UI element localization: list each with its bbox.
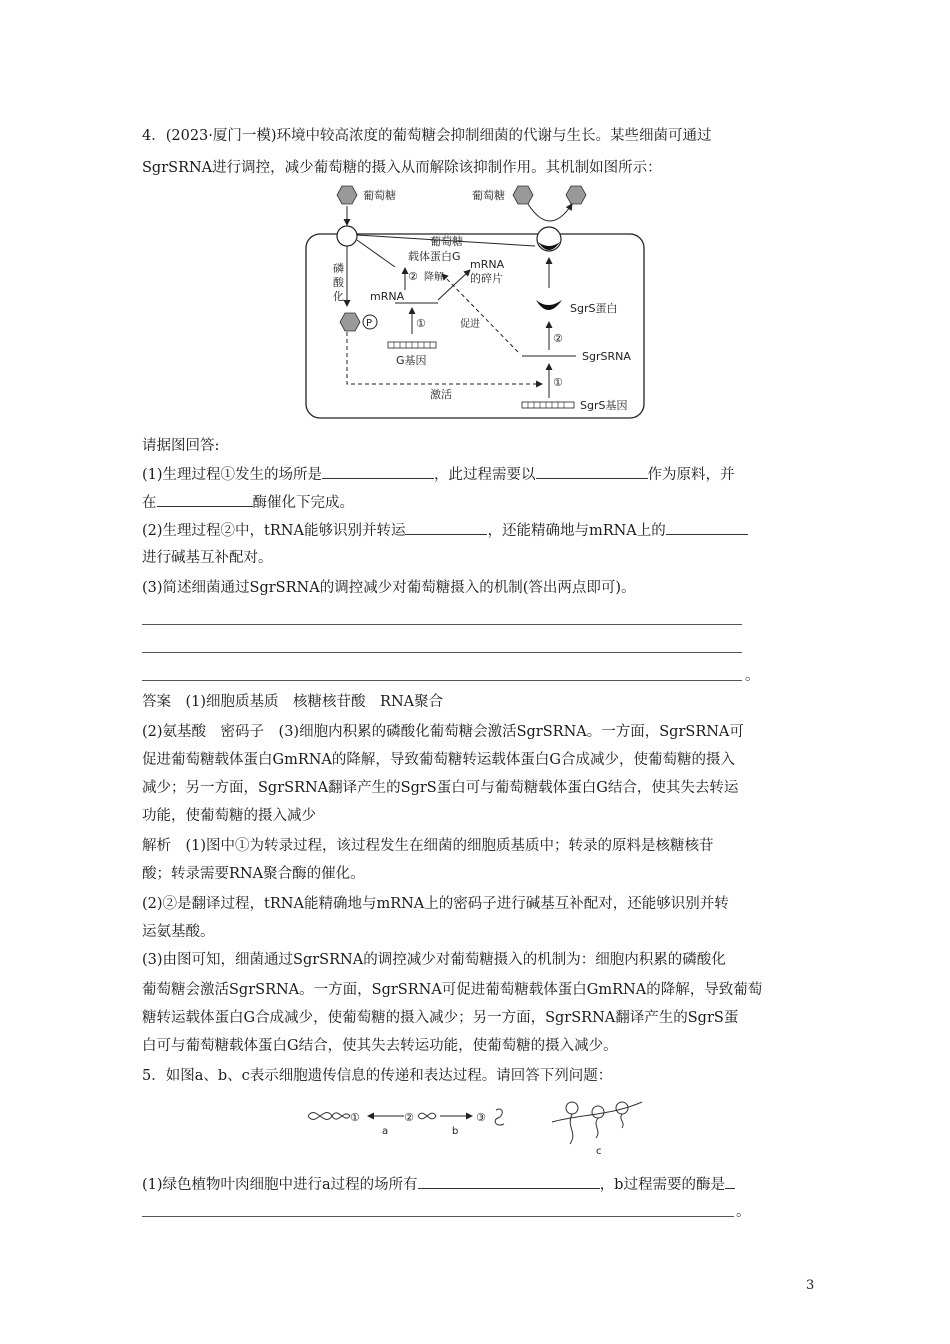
analysis-line-5: (3)由图可知，细菌通过SgrSRNA的调控减少对葡萄糖摄入的机制为：细胞内积累的磷酸化 (142, 952, 726, 968)
answer-line-a4: 减少；另一方面，SgrSRNA翻译产生的SgrS蛋白可与葡萄糖载体蛋白G结合，使其失去转运 (142, 780, 739, 796)
phos-label-3: 化 (333, 290, 344, 303)
circle-1-label: ① (350, 1111, 360, 1124)
analysis-line-1: 解析 (1)图中①为转录过程，该过程发生在细菌的细胞质基质中；转录的原料是核糖核苷 (142, 838, 714, 854)
rna-strand (495, 1109, 504, 1125)
q4-sub2-text-a: (2)生理过程②中，tRNA能够识别并转运 (142, 523, 406, 539)
answer-line-2[interactable] (142, 652, 742, 653)
q4-sub2-row1 (142, 520, 748, 541)
q4-sub1-row1 (142, 464, 735, 485)
answer-blank-7-start[interactable] (725, 1174, 735, 1189)
q4-prompt: 请据图回答: (142, 438, 220, 454)
answer-blank-4[interactable] (405, 520, 487, 535)
answer-line-a3: 促进葡萄糖载体蛋白GmRNA的降解，导致葡萄糖转运载体蛋白G合成减少，使葡萄糖的摄入 (142, 752, 735, 768)
answer-line-1[interactable] (142, 624, 742, 625)
activate-label: 激活 (430, 388, 452, 401)
q4-end-mark: 。 (745, 668, 760, 684)
mechanism-diagram (300, 182, 650, 422)
analysis-line-2: 酸；转录需要RNA聚合酶的催化。 (142, 866, 365, 882)
glucose-hexagon-phos (340, 313, 360, 331)
answer-line-a2: (2)氨基酸 密码子 (3)细胞内积累的磷酸化葡萄糖会激活SgrSRNA。一方面，SgrSRNA可 (142, 724, 744, 740)
genetic-info-diagram (300, 1094, 660, 1160)
answer-line-a1: 答案 (1)细胞质基质 核糖核苷酸 RNA聚合 (142, 694, 444, 710)
sgrs-gene-label: SgrS基因 (580, 399, 628, 412)
answer-blank-5[interactable] (666, 520, 748, 535)
g-gene-label: G基因 (396, 354, 427, 367)
carrier-label-1: 葡萄糖 (430, 235, 463, 248)
q4-line2: SgrSRNA进行调控，减少葡萄糖的摄入从而解除该抑制作用。其机制如图所示： (142, 160, 662, 176)
q4-sub1-text-a: (1)生理过程①发生的场所是 (142, 467, 323, 483)
glucose-label-left: 葡萄糖 (363, 189, 396, 202)
glucose-hexagon-right-2 (566, 186, 586, 204)
process-b-label: b (452, 1126, 459, 1137)
mrna-fragment-label-2: 的碎片 (470, 272, 503, 285)
analysis-line-4: 运氨基酸。 (142, 924, 215, 940)
analysis-line-8: 白可与葡萄糖载体蛋白G结合，使其失去转运功能，使葡萄糖的摄入减少。 (142, 1038, 618, 1054)
carrier-label-2: 载体蛋白G (408, 250, 461, 263)
mrna-label: mRNA (370, 290, 405, 303)
answer-blank-1[interactable] (322, 464, 434, 479)
page-number: 3 (806, 1278, 815, 1293)
circle-1-right: ① (553, 376, 563, 389)
q4-sub1-text-c: 作为原料，并 (647, 467, 735, 483)
analysis-line-7: 糖转运载体蛋白G合成减少，使葡萄糖的摄入减少；另一方面，SgrSRNA翻译产生的SgrS蛋 (142, 1010, 739, 1026)
circle-2-right: ② (553, 332, 563, 345)
q4-sub3: (3)简述细菌通过SgrSRNA的调控减少对葡萄糖摄入的机制(答出两点即可)。 (142, 580, 636, 596)
answer-line-4[interactable] (142, 1216, 734, 1217)
q5-sub1-text-a: (1)绿色植物叶肉细胞中进行a过程的场所有 (142, 1177, 418, 1193)
analysis-line-6: 葡萄糖会激活SgrSRNA。一方面，SgrSRNA可促进葡萄糖载体蛋白GmRNA的降解，导致葡萄 (142, 982, 763, 998)
glucose-hexagon-left (337, 186, 357, 204)
q5-sub1-row1 (142, 1174, 735, 1195)
phos-label-2: 酸 (333, 276, 344, 289)
mrna-fragment-label-1: mRNA (470, 258, 505, 271)
answer-blank-6[interactable] (418, 1174, 600, 1189)
glucose-hexagon-right-1 (513, 186, 533, 204)
q4-sub1-text-d: 在 (142, 495, 157, 511)
q4-line1: 4．(2023·厦门一模)环境中较高浓度的葡萄糖会抑制细菌的代谢与生长。某些细菌可通过 (142, 128, 712, 144)
sgrsrna-label: SgrSRNA (582, 350, 631, 363)
glucose-label-right: 葡萄糖 (472, 189, 505, 202)
analysis-line-3: (2)②是翻译过程，tRNA能精确地与mRNA上的密码子进行碱基互补配对，还能够识别并转 (142, 896, 729, 912)
ribosome-2 (592, 1106, 604, 1118)
q4-sub2-text-b: ，还能精确地与mRNA上的 (487, 523, 666, 539)
q5-end-mark: 。 (736, 1204, 751, 1220)
circle-3-label: ③ (476, 1111, 486, 1124)
process-a-label: a (382, 1126, 389, 1137)
circle-2-top: ② (408, 270, 418, 283)
phos-label-1: 磷 (333, 262, 344, 275)
circle-2-label: ② (404, 1111, 414, 1124)
q5-sub1-text-b: ，b过程需要的酶是 (599, 1177, 725, 1193)
phosphate-label: P (366, 318, 373, 329)
q4-sub1-text-b: ，此过程需要以 (434, 467, 536, 483)
degrade-label: 降解 (424, 272, 444, 283)
sgrs-protein-label: SgrS蛋白 (570, 302, 618, 315)
answer-line-3[interactable] (142, 680, 742, 681)
answer-blank-3[interactable] (157, 492, 253, 507)
circle-1-left: ① (416, 317, 426, 330)
process-c-label: c (596, 1146, 602, 1157)
q4-sub2-text-c: 进行碱基互补配对。 (142, 550, 273, 566)
answer-line-a5: 功能，使葡萄糖的摄入减少 (142, 808, 316, 824)
ribosome-1 (566, 1102, 578, 1114)
answer-blank-2[interactable] (536, 464, 648, 479)
q5-line1: 5．如图a、b、c表示细胞遗传信息的传递和表达过程。请回答下列问题： (142, 1068, 613, 1084)
q4-sub1-text-e: 酶催化下完成。 (252, 495, 354, 511)
promote-label: 促进 (460, 319, 480, 330)
q4-sub1-row2 (142, 492, 354, 513)
